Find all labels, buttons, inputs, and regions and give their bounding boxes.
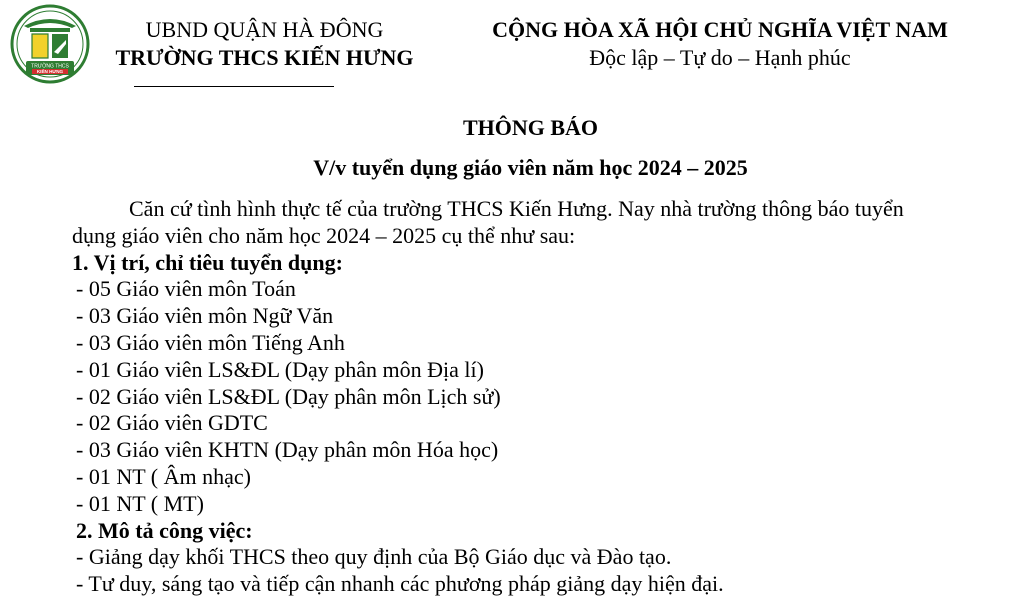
- header-left-line1: UBND QUẬN HÀ ĐÔNG: [145, 17, 384, 42]
- doc-body: [72, 196, 972, 598]
- list-item: - 02 Giáo viên LS&ĐL (Dạy phân môn Lịch sử): [76, 383, 501, 409]
- doc-subtitle: V/v tuyển dụng giáo viên năm học 2024 – 2025: [313, 155, 748, 180]
- list-item: - 05 Giáo viên môn Toán: [76, 276, 296, 302]
- intro-line-1: Căn cứ tình hình thực tế của trường THCS Kiến Hưng. Nay nhà trường thông báo tuyển: [129, 196, 904, 221]
- section-1-heading: 1. Vị trí, chỉ tiêu tuyển dụng:: [72, 249, 343, 275]
- list-item: - 02 Giáo viên GDTC: [76, 410, 268, 436]
- header-left-line2: TRƯỜNG THCS KIẾN HƯNG: [115, 45, 414, 70]
- header-right-line1: CỘNG HÒA XÃ HỘI CHỦ NGHĨA VIỆT NAM: [492, 17, 948, 42]
- doc-title: THÔNG BÁO: [462, 115, 599, 140]
- list-item: - Giảng dạy khối THCS theo quy định của Bộ Giáo dục và Đào tạo.: [76, 544, 672, 570]
- header-right-line2: Độc lập – Tự do – Hạnh phúc: [589, 45, 851, 70]
- intro-line-2: dụng giáo viên cho năm học 2024 – 2025 cụ thể như sau:: [72, 222, 576, 248]
- list-item: - 03 Giáo viên môn Ngữ Văn: [76, 303, 334, 329]
- header-right: [462, 16, 978, 72]
- list-item: - 01 NT ( Âm nhạc): [76, 463, 251, 489]
- list-item: - 01 NT ( MT): [76, 490, 204, 516]
- header-left: [92, 16, 437, 72]
- school-logo: [10, 4, 90, 84]
- list-item: - 03 Giáo viên KHTN (Dạy phân môn Hóa học): [76, 437, 499, 463]
- logo-text-bottom: KIẾN HƯNG: [36, 69, 64, 75]
- header-left-underline: [134, 86, 334, 87]
- section-2-heading: 2. Mô tả công việc:: [76, 517, 253, 543]
- logo-text-top: TRƯỜNG THCS: [31, 63, 69, 70]
- list-item: - 03 Giáo viên môn Tiếng Anh: [76, 329, 345, 355]
- list-item: - 01 Giáo viên LS&ĐL (Dạy phân môn Địa lí): [76, 356, 484, 382]
- list-item: - Tư duy, sáng tạo và tiếp cận nhanh các phương pháp giảng dạy hiện đại.: [76, 571, 724, 597]
